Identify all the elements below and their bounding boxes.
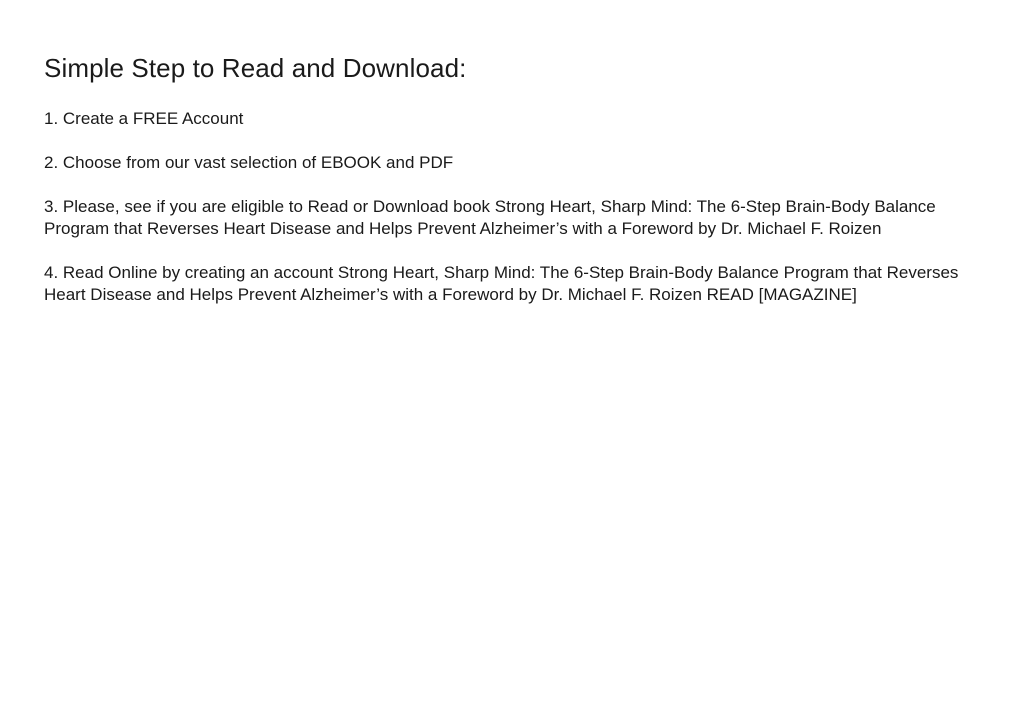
document-page — [44, 52, 974, 328]
step-1-create-account: 1. Create a FREE Account — [44, 109, 244, 128]
step-3-eligibility: 3. Please, see if you are eligible to Read or Download book Strong Heart, Sharp Mind: The 6-Step Brain-Body Balance Program that Reverses Heart Disease and Helps Prevent Alzheimer’s with a Foreword by Dr. Michael F. Roizen — [44, 197, 936, 238]
step-4-read-online: 4. Read Online by creating an account Strong Heart, Sharp Mind: The 6-Step Brain-Body Balance Program that Reverses Heart Disease and Helps Prevent Alzheimer’s with a Foreword by Dr. Michael F. Roizen READ [MAGAZINE] — [44, 263, 959, 304]
step-2-choose-selection: 2. Choose from our vast selection of EBOOK and PDF — [44, 153, 454, 172]
page-title: Simple Step to Read and Download: — [44, 53, 467, 83]
